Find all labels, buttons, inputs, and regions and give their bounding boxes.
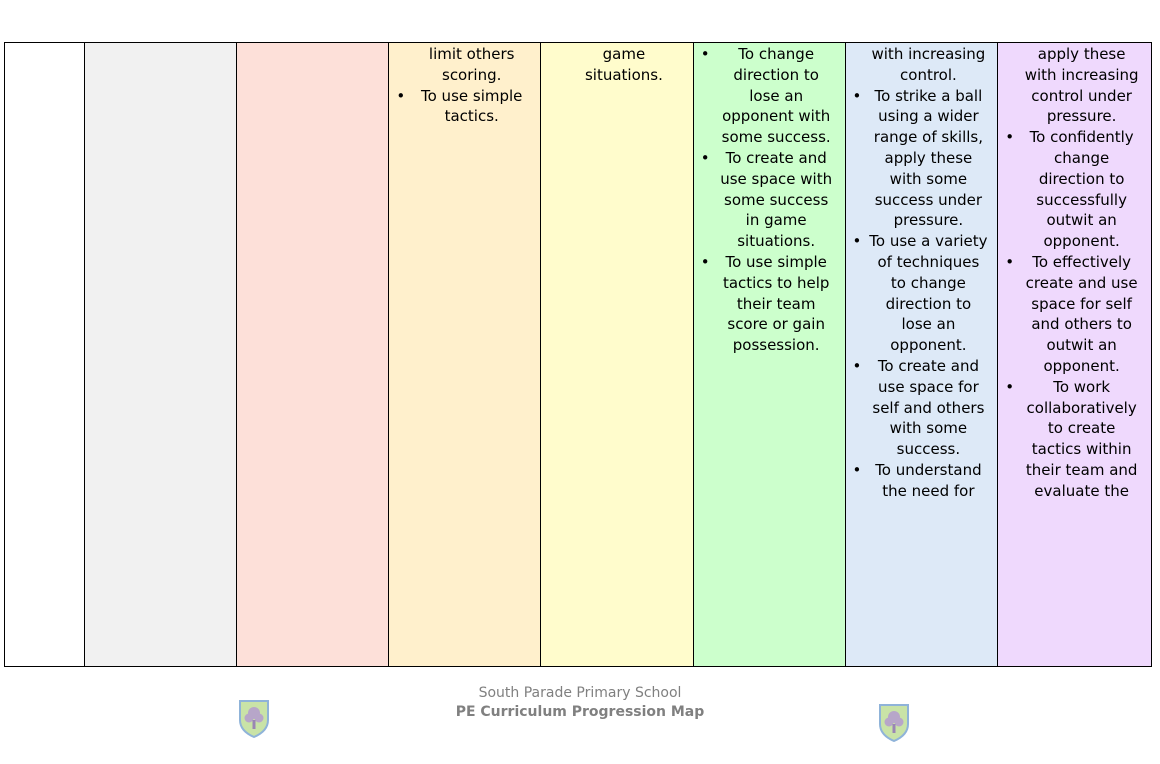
column-6 (694, 43, 846, 666)
list-item: • To confidently change direction to successfully outwit an opponent. (1001, 127, 1148, 252)
list-item: • To create and use space with some success in game situations. (697, 148, 842, 252)
column-7-list (849, 44, 995, 502)
column-5 (541, 43, 694, 666)
list-item: apply these with increasing control under pressure. (1024, 45, 1139, 126)
list-item: • To use simple tactics. (392, 86, 537, 128)
footer-document-title: PE Curriculum Progression Map (455, 704, 705, 720)
footer-school-name: South Parade Primary School (478, 685, 682, 701)
page-footer (0, 684, 1160, 722)
column-1 (5, 43, 85, 666)
list-item: • To strike a ball using a wider range of skills, apply these with some success under pressure. (849, 86, 995, 232)
column-4-list (392, 44, 537, 127)
list-item: • To work collaboratively to create tactics within their team and evaluate the (1001, 377, 1148, 502)
column-3 (237, 43, 390, 666)
column-5-list (544, 44, 690, 86)
list-item: • To use simple tactics to help their team score or gain possession. (697, 252, 842, 356)
column-8-list (1001, 44, 1148, 502)
column-2 (85, 43, 237, 666)
list-item: with increasing control. (871, 45, 986, 84)
list-item: • To effectively create and use space for self and others to outwit an opponent. (1001, 252, 1148, 377)
column-7 (846, 43, 999, 666)
column-8 (998, 43, 1151, 666)
column-4 (389, 43, 541, 666)
column-6-list (697, 44, 842, 356)
progression-table (4, 42, 1152, 667)
list-item: game situations. (584, 45, 663, 84)
list-item: limit others scoring. (428, 45, 515, 84)
list-item: • To change direction to lose an opponent with some success. (697, 44, 842, 148)
list-item: • To create and use space for self and others with some success. (849, 356, 995, 460)
list-item: • To use a variety of techniques to change direction to lose an opponent. (849, 231, 995, 356)
list-item: • To understand the need for (849, 460, 995, 502)
